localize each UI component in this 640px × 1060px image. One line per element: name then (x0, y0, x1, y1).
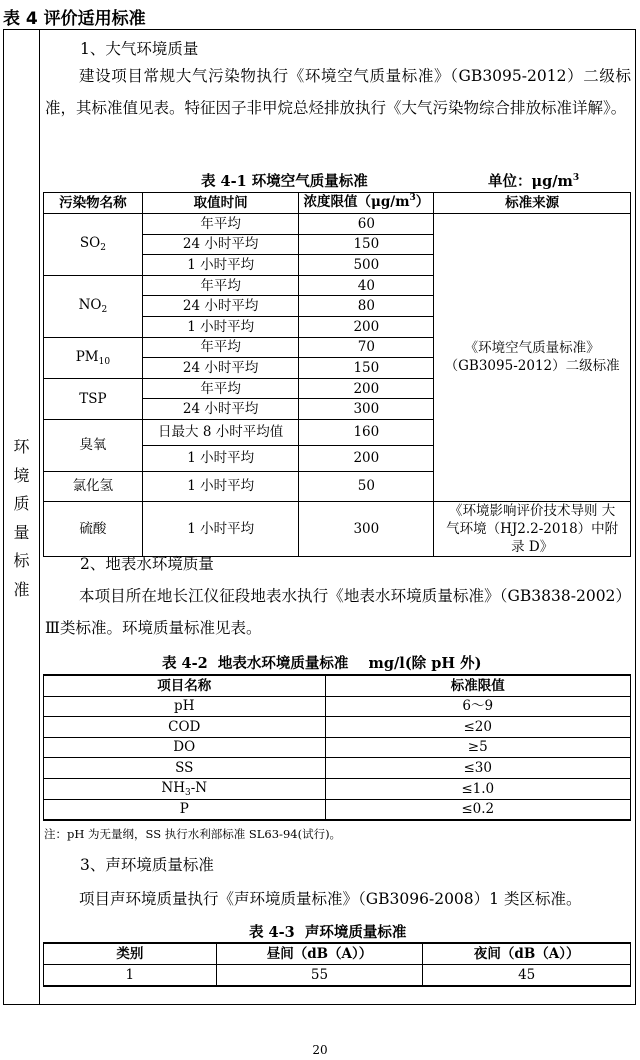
table-4-1-caption: 表 4-1 环境空气质量标准 (201, 173, 368, 190)
table-row (44, 965, 631, 987)
value-cell: 50 (299, 471, 434, 501)
section-2-heading: 2、地表水环境质量 (80, 555, 214, 573)
section-2-paragraph: 本项目所在地长江仪征段地表水执行《地表水环境质量标准》（GB3838-2002）Ⅲ类标准。环境质量标准见表。 (45, 587, 631, 637)
time-cell: 年平均 (142, 275, 299, 296)
value-cell: 200 (299, 378, 434, 399)
table-4-3 (43, 942, 631, 987)
value-cell: 70 (299, 337, 434, 358)
limit-cell: ≤30 (325, 758, 630, 779)
unit-prefix: 单位：μg/m (488, 173, 573, 190)
value-cell: 80 (299, 296, 434, 317)
time-cell: 24 小时平均 (142, 358, 299, 379)
night-cell: 45 (423, 965, 631, 987)
header-limit: 浓度限值$(\mu g/m^3)$ (299, 193, 434, 214)
time-cell: 1 小时平均 (142, 445, 299, 471)
side-column (4, 30, 40, 1004)
header-day: 昼间（dB（A）） (216, 943, 423, 965)
header-time: 取值时间 (142, 193, 299, 214)
value-cell: 60 (299, 214, 434, 235)
item-cell: SS (44, 758, 326, 779)
pollutant-so2: $SO_2$ (44, 214, 143, 276)
header-item: 项目名称 (44, 675, 326, 696)
time-cell: 24 小时平均 (142, 296, 299, 317)
table-4-2 (43, 674, 631, 821)
header-source: 标准来源 (434, 193, 631, 214)
header-night: 夜间（dB（A）） (423, 943, 631, 965)
side-label: 环境质量标准 (13, 437, 30, 599)
item-cell: DO (44, 737, 326, 758)
time-cell: 24 小时平均 (142, 399, 299, 420)
table-row (44, 778, 631, 799)
value-cell: 200 (299, 445, 434, 471)
limit-cell: ≤1.0 (325, 778, 630, 799)
table-row (44, 737, 631, 758)
limit-cell: 6～9 (325, 696, 630, 717)
pollutant-h2so4: 硫酸 (44, 501, 143, 556)
pollutant-tsp: TSP (44, 378, 143, 419)
section-1-paragraph: 建设项目常规大气污染物执行《环境空气质量标准》（GB3095-2012）二级标准，其标准值见表。特征因子非甲烷总烃排放执行《大气污染物综合排放标准详解》。 (45, 67, 631, 117)
page-title: 表 4 评价适用标准 (3, 9, 146, 29)
limit-cell: ≤0.2 (325, 799, 630, 820)
value-cell: 160 (299, 419, 434, 445)
table-row (44, 943, 631, 965)
time-cell: 1 小时平均 (142, 316, 299, 337)
table-4-2-note: 注：pH 为无量纲，SS 执行水利部标准 SL63-94(试行)。 (44, 827, 342, 841)
pollutant-o3: 臭氧 (44, 419, 143, 471)
time-cell: 1 小时平均 (142, 501, 299, 556)
table-row (44, 214, 631, 235)
time-cell: 1 小时平均 (142, 255, 299, 276)
table-row (44, 717, 631, 738)
time-cell: 年平均 (142, 378, 299, 399)
table-row (44, 193, 631, 214)
table-4-2-caption: 表 4-2 地表水环境质量标准 mg/l(除 pH 外) (162, 655, 482, 672)
value-cell: 40 (299, 275, 434, 296)
time-cell: 年平均 (142, 337, 299, 358)
unit-sup: 3 (572, 173, 580, 183)
item-cell: pH (44, 696, 326, 717)
page-number: 20 (312, 1043, 328, 1057)
table-4-1-unit (488, 170, 579, 191)
item-cell: P (44, 799, 326, 820)
section-3-paragraph: 项目声环境质量执行《声环境质量标准》（GB3096-2008）1 类区标准。 (79, 890, 582, 908)
table-4-1 (43, 192, 631, 557)
header-limit: 标准限值 (325, 675, 630, 696)
source-standard-2: 《环境影响评价技术导则 大气环境（HJ2.2-2018）中附录 D》 (434, 501, 631, 556)
day-cell: 55 (216, 965, 423, 987)
category-cell: 1 (44, 965, 217, 987)
value-cell: 300 (299, 501, 434, 556)
value-cell: 500 (299, 255, 434, 276)
time-cell: 24 小时平均 (142, 234, 299, 255)
table-row (44, 696, 631, 717)
value-cell: 200 (299, 316, 434, 337)
section-1-heading: 1、大气环境质量 (80, 40, 199, 58)
time-cell: 日最大 8 小时平均值 (142, 419, 299, 445)
table-row (44, 799, 631, 820)
table-row (44, 758, 631, 779)
limit-cell: ≤20 (325, 717, 630, 738)
value-cell: 150 (299, 358, 434, 379)
table-row (44, 675, 631, 696)
pollutant-hcl: 氯化氢 (44, 471, 143, 501)
pollutant-no2: $NO_2$ (44, 275, 143, 337)
table-4-3-caption: 表 4-3 声环境质量标准 (249, 924, 407, 941)
pollutant-pm10: $PM_{10}$ (44, 337, 143, 378)
item-cell: $NH_3-N$ (44, 778, 326, 799)
header-pollutant: 污染物名称 (44, 193, 143, 214)
source-standard-1: 《环境空气质量标准》（GB3095-2012）二级标准 (434, 214, 631, 502)
table-row (44, 501, 631, 556)
time-cell: 1 小时平均 (142, 471, 299, 501)
value-cell: 150 (299, 234, 434, 255)
header-category: 类别 (44, 943, 217, 965)
value-cell: 300 (299, 399, 434, 420)
time-cell: 年平均 (142, 214, 299, 235)
limit-cell: ≥5 (325, 737, 630, 758)
section-3-heading: 3、声环境质量标准 (80, 856, 214, 874)
item-cell: COD (44, 717, 326, 738)
